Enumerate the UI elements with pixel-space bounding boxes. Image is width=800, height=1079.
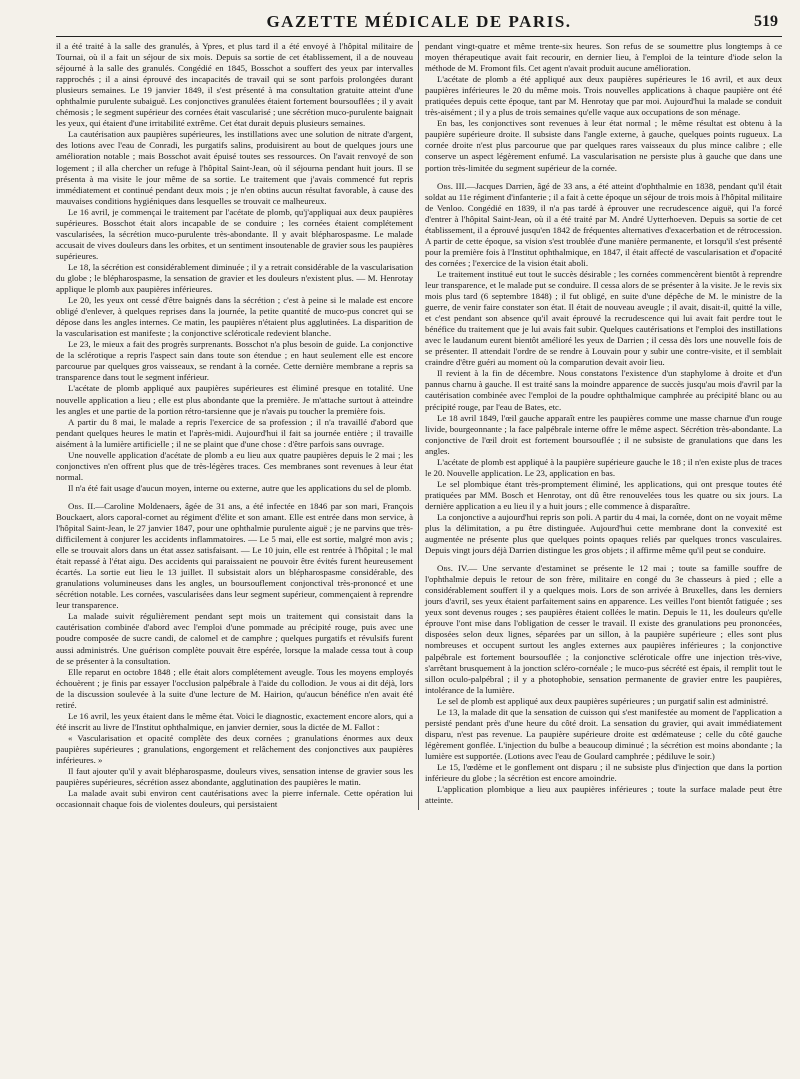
observation-label: Obs. IV. — [437, 563, 469, 574]
paragraph — [425, 707, 782, 762]
paragraph-text: Il revient à la fin de décembre. Nous constatons l'existence d'un staphylome à droite et d'un pannus charnu à gauche. Il est traité sans la moindre apparence de succès jusqu'au mois d'avril par la cautérisation combinée avec l'emploi de la poudre ophthalmique camphrée au précipité blanc ou au précipité rouge, par l'eau de Bates, etc. — [425, 368, 782, 412]
paragraph — [56, 501, 413, 611]
paragraph — [56, 339, 413, 383]
paragraph — [425, 762, 782, 784]
paragraph-text: L'acétate de plomb a été appliqué aux deux paupières supérieures le 16 avril, et aux deux paupières inférieures le 20 du même mois. Trois nouvelles applications à chaque paupière ont été pratiquées depuis cette époque, tant par M. Henrotay que par moi. Aujourd'hui la malade se conduit très-aisément ; il y a plus de trois semaines qu'elle vaque aux occupations de son ménage. — [425, 74, 782, 118]
paragraph-text: Il faut ajouter qu'il y avait blépharospasme, douleurs vives, sensation intense de gravier sous les paupières supérieures, sécrétion assez abondante, agglutination des paupières le matin. — [56, 766, 413, 788]
paragraph — [56, 129, 413, 206]
paragraph-text: Le traitement institué eut tout le succès désirable ; les cornées commencèrent bientôt à reprendre leur transparence, et le malade put se conduire. Il cessa alors de se présenter à la visite. Je le revis six mois plus tard (6 septembre 1848) ; il fut obligé, en suite d'une dépêche de M. le ministre de la guerre, de venir faire constater son état. Il était de nouveau aveugle ; il avait, disait-il, quitté la ville, et c'est pendant son absence qu'il avait éprouvé la recrudescence qui lui avait fait perdre tout le bénéfice du traitement que je lui avais fait subir. Quelques cautérisations et l'emploi des instillations avec le laudanum eurent bientôt amélioré les yeux de Darrien ; il cessa dès lors une nouvelle fois de se présenter. Il attendait l'ordre de se rendre à Louvain pour y subir une contre-visite, et il semblait craindre d'être guéri au moment où la comparution devait avoir lieu. — [425, 268, 782, 368]
paragraph-text: —Jacques Darrien, âgé de 33 ans, a été atteint d'ophthalmie en 1838, pendant qu'il était soldat au 11e régiment d'infanterie ; il a fait à cette époque un séjour de trois mois à l'hôpital militaire de Venloo. Congédié en 1839, il n'a pas tardé à éprouver une recrudescence aiguë, qui l'a forcé d'entrer à l'hôpital Saint-Jean, où il a été traité par M. André Uytterhoeven. Depuis sa sortie de cet établissement, il a éprouvé jusqu'en 1842 de fréquentes alternatives d'exacerbation et de rétrocession. A partir de cette époque, sa vision s'est troublée d'une manière permanente, et lorsqu'il s'est présenté pour la première fois à l'Institut ophthalmique, en 1847, il était affecté de vascularisation et d'opacité des cornées ; l'exercice de la vision était aboli. — [425, 180, 783, 268]
paragraph — [425, 413, 782, 457]
paragraph-text: La malade suivit régulièrement pendant sept mois un traitement qui consistait dans la cautérisation combinée d'abord avec l'emploi d'une pommade au précipité rouge, puis avec une poudre composée de sucre candi, de calomel et de camphre ; quelques purgatifs et révulsifs furent aussi administrés. Une guérison complète pouvait être espérée, lorsque la malade cessa tout à coup de se présenter à la consultation. — [56, 611, 413, 666]
paragraph — [56, 417, 413, 450]
paragraph-text: Le 23, le mieux a fait des progrès surprenants. Bosschot n'a plus besoin de guide. La conjonctive de la sclérotique a repris l'aspect sain dans toute son étendue ; en haut seulement elle est encore parcourue par quelques gros vaisseaux, se rendant à la cornée. Cette dernière membrane a repris sa transparence dans tout le segment inférieur. — [56, 339, 413, 383]
page-header — [56, 8, 782, 37]
paragraph — [56, 711, 413, 733]
paragraph — [425, 457, 782, 479]
paragraph — [425, 269, 782, 368]
paragraph — [425, 784, 782, 806]
paragraph — [56, 450, 413, 483]
paragraph-text: pendant vingt-quatre et même trente-six heures. Son refus de se soumettre plus longtemps à ce moyen thérapeutique avait fait recourir, en dernier lieu, à l'emploi de la teinture d'iode selon la méthode de M. Fromont fils. Cet agent n'avait produit aucune amélioration. — [425, 41, 782, 74]
paragraph-text: La malade avait subi environ cent cautérisations avec la pierre infernale. Cette opération lui occasionnait chaque fois de violentes douleurs, qui persistaient — [56, 788, 413, 810]
paragraph-text: Le 15, l'œdème et le gonflement ont disparu ; il ne subsiste plus d'injection que dans la portion inférieure du globe ; la sécrétion est encore amoindrie. — [425, 762, 782, 784]
paragraph — [56, 207, 413, 262]
paragraph — [425, 563, 782, 696]
paragraph-text: il a été traité à la salle des granulés, à Ypres, et plus tard il a été envoyé à l'hôpital militaire de Tournai, où il a fait un séjour de six mois. Depuis sa sortie de cet établissement, il a de nouveau séjourné à la salle des granulés. Congédié en 1845, Bosschot a souffert des yeux par intervalles rapprochés ; il a ainsi éprouvé des incapacités de travail qui se sont parfois prolongées durant plusieurs semaines. Le 19 janvier 1849, il s'est présenté à ma consultation gratuite atteint d'une ophthalmie purulente subaiguë. Les conjonctives granulées étaient fortement boursouflées ; il y avait chémosis ; le segment supérieur des cornées était vascularisé ; une sécrétion muco-purulente baignait les yeux, qui étaient d'une irritabilité extrême. Cet état durait depuis plusieurs semaines. — [56, 41, 413, 129]
paragraph — [425, 41, 782, 74]
paragraph — [56, 483, 413, 494]
paragraph — [425, 74, 782, 118]
paragraph — [56, 733, 413, 766]
right-column — [425, 41, 782, 810]
paragraph — [425, 368, 782, 412]
paragraph-text: En bas, les conjonctives sont revenues à leur état normal ; le même résultat est obtenu à la paupière supérieure droite. Il subsiste dans l'angle externe, à gauche, quelques points rugueux. La cornée droite n'est plus parcourue que par quelques rares vaisseaux du plus mince calibre ; elle conserve un aspect légèrement enfumé. La vascularisation ne persiste plus à gauche que dans une portion très-limitée du segment supérieur de la cornée. — [425, 118, 782, 173]
paragraph — [425, 696, 782, 707]
paragraph — [56, 383, 413, 416]
paragraph-text: Le sel plombique étant très-promptement éliminé, les applications, qui ont presque toutes été pratiquées par MM. Bosch et Henrotay, ont dû être renouvelées tous les quatre ou six jours. La dernière application a eu lieu il y a huit jours ; elle commence à disparaître. — [425, 478, 782, 511]
paragraph — [425, 181, 782, 269]
paragraph-text: Le 13, la malade dit que la sensation de cuisson qui s'est manifestée au moment de l'application a persisté pendant près d'une heure du côté droit. La sensation du gravier, qui avait immédiatement disparu, n'est pas revenue. La paupière supérieure droite est œdémateuse ; celle du côté gauche légèrement gonflée. L'injection du bulbe a beaucoup diminué ; la sécrétion est moins abondante ; la lumière est supportée. (Lotions avec l'eau de Goulard camphrée ; pédiluve le soir.) — [425, 706, 782, 761]
paragraph-text: Le 16 avril, les yeux étaient dans le même état. Voici le diagnostic, exactement encore alors, qui a été inscrit au livre de l'Institut ophthalmique, en janvier dernier, sous la dictée de M. Fallot : — [56, 710, 413, 732]
paragraph — [425, 512, 782, 556]
paragraph-text: L'acétate de plomb est appliqué à la paupière supérieure gauche le 18 ; il n'en existe plus de traces le 20. Nouvelle application. Le 23, application en bas. — [425, 456, 782, 478]
paragraph-text: Le sel de plomb est appliqué aux deux paupières supérieures ; un purgatif salin est administré. — [437, 695, 769, 706]
paragraph — [56, 262, 413, 295]
paragraph — [425, 118, 782, 173]
page-number: 519 — [754, 13, 778, 30]
paragraph — [56, 295, 413, 339]
paragraph-text: Une nouvelle application d'acétate de plomb a eu lieu aux quatre paupières depuis le 2 mai ; les conjonctives n'en offrent plus que de très-légères traces. Ces membranes sont revenues à leur état normal. — [56, 449, 413, 482]
paragraph-text: La cautérisation aux paupières supérieures, les instillations avec une solution de nitrate d'argent, des lotions avec l'eau de Conradi, les purgatifs salins, produisirent au bout de quelques jours une amélioration notable ; mais Bosschot avait épuisé toutes ses ressources. On l'avait renvoyé de son logement ; il alla chercher un refuge à l'hôpital Saint-Jean, où il séjourna pendant huit jours. Il se présenta à ma visite le jour même de sa sortie. Le traitement que j'avais commencé fut repris immédiatement et continué pendant deux mois ; je n'en obtins aucun résultat favorable, à cause des mauvaises conditions hygiéniques dans lesquelles se trouvait ce malheureux. — [56, 129, 413, 206]
paragraph-text: La conjonctive a aujourd'hui repris son poli. A partir du 4 mai, la cornée, dont on ne voyait même plus la délimitation, a pu être distinguée. Aujourd'hui cette membrane dont la convexité est augmentée ne présente plus que quelques points opaques reliés par quelques troncs vasculaires. Depuis vingt jours déjà Darrien distingue les gros objets ; il affirme même qu'il peut se conduire. — [425, 511, 782, 556]
paragraph — [56, 611, 413, 666]
paragraph-text: Le 18 avril 1849, l'œil gauche apparaît entre les paupières comme une masse charnue d'un rouge livide, bourgeonnante ; la face palpébrale interne offre le même aspect. Sécrétion très-abondante. La conjonctive de l'œil droit est fortement boursouflée ; il ne subsiste de granulations que dans les angles. — [425, 412, 782, 456]
paragraph-text: « Vascularisation et opacité complète des deux cornées ; granulations énormes aux deux paupières supérieures ; granulations, engorgement et relâchement des conjonctives aux paupières inférieures. » — [56, 732, 413, 765]
left-column — [56, 41, 413, 810]
paragraph-text: L'acétate de plomb appliqué aux paupières supérieures est éliminé presque en totalité. Une nouvelle application a lieu ; elle est plus abondante que la première. Je m'attache surtout à atteindre les angles et une partie de la portion rétro-tarsienne que je n'avais pu toucher la première fois. — [56, 383, 413, 416]
paragraph — [56, 766, 413, 788]
paragraph — [56, 667, 413, 711]
paragraph-text: Il n'a été fait usage d'aucun moyen, interne ou externe, autre que les applications du sel de plomb. — [68, 482, 412, 493]
observation-label: Obs. III. — [437, 180, 467, 191]
text-columns — [56, 41, 782, 810]
paragraph-text: L'application plombique a lieu aux paupières inférieures ; toute la surface malade peut être atteinte. — [425, 784, 782, 806]
paragraph — [56, 788, 413, 810]
observation-label: Obs. II. — [68, 500, 96, 511]
paragraph-text: —Caroline Moldenaers, âgée de 31 ans, a été infectée en 1846 par son mari, François Bouckaert, alors caporal-cornet au régiment d'élite et son amant. Elle est entrée dans mon service, à l'hôpital Saint-Jean, le 27 janvier 1847, pour une ophthalmie purulente aiguë ; je ne parvins que très-difficilement à conjurer les accidents inflammatoires. — Le 5 mai, elle est sortie, malgré mon avis ; elle se trouvait alors dans un état assez satisfaisant. — Le 10 juin, elle est rentrée à l'hôpital ; le mal était repassé à l'état aigu. Des accidents qui paraissaient ne pouvoir être évités furent heureusement écartés. La sortie eut lieu le 13 juillet. Il subsistait alors un blépharospasme considérable, des granulations volumineuses dans les angles, un boursouflement conjonctival très-prononcé et une sécrétion notable. Les cornées, vascularisées dans leur segment supérieur, commençaient à reprendre leur transparence. — [56, 500, 413, 611]
paragraph-text: Le 16 avril, je commençai le traitement par l'acétate de plomb, qu'j'appliquai aux deux paupières supérieures. Bosschot était alors incapable de se conduire ; les cornées étaient complétement vascularisées, la sécrétion muco-purulente très-abondante. Il y avait blépharospasme. Le malade accusait de vives douleurs dans les orbites, et un sentiment insoutenable de gravier sous les paupières supérieures. — [56, 206, 413, 261]
paragraph — [56, 41, 413, 129]
journal-title: GAZETTE MÉDICALE DE PARIS. — [266, 12, 572, 31]
paragraph-text: Elle reparut en octobre 1848 ; elle était alors complétement aveugle. Tous les moyens employés échouèrent ; je finis par essayer l'occlusion palpébrale à l'aide du collodion. Je vous ai dit déjà, lors de la discussion soulevée à la suite d'une lecture de M. Hairion, qu'aucun bénéfice n'en avait été retiré. — [56, 666, 413, 710]
paragraph-text: — Une servante d'estaminet se présente le 12 mai ; toute sa famille souffre de l'ophthalmie depuis le retour de son frère, militaire en congé du 3e chasseurs à pied ; elle a considérablement souffert il y a quelques mois. Lors de son arrivée à Bruxelles, dans les derniers jours d'avril, ses yeux étaient parfaitement sains en apparence. Les veilles l'ont bientôt fatiguée ; ses yeux sont devenus rouges ; ses paupières étaient collées le matin. Depuis le 11, les douleurs qu'elle éprouve l'ont mise dans l'obligation de cesser le travail. Il existe des granulations peu prononcées, disposées selon deux lignes, séparées par un sillon, à la paupière supérieure ; elles sont plus nombreuses et occupent surtout les angles externes aux paupières inférieures ; la conjonctive palpébrale est fortement boursouflée ; la conjonctive scléroticale offre une injection très-vive, s'arrêtant brusquement à la jonction scléro-cornéale ; le muco-pus sécrété est épais, il remplit tout le sillon oculo-palpébral ; il y a photophobie, sensation permanente de gravier entre les paupières, intolérance de la lumière. — [425, 563, 783, 695]
paragraph-text: Le 18, la sécrétion est considérablement diminuée ; il y a retrait considérable de la vascularisation du globe ; le blépharospasme, la sensation de gravier et les douleurs n'existent plus. — M. Henrotay applique le plomb aux paupières inférieures. — [56, 261, 413, 295]
paragraph — [425, 479, 782, 512]
paragraph-text: Le 20, les yeux ont cessé d'être baignés dans la sécrétion ; c'est à peine si le malade est encore obligé d'enlever, à quelques reprises dans la journée, la petite quantité de muco-pus concret qui se dépose dans les angles internes. Ce matin, les paupières n'étaient plus agglutinées. La disparition de la vascularisation est manifeste ; la conjonctive scléroticale redevient blanche. — [56, 295, 413, 339]
paragraph-text: A partir du 8 mai, le malade a repris l'exercice de sa profession ; il n'a travaillé d'abord que pendant quelques heures le matin et l'après-midi. Aujourd'hui il fait sa journée entière ; il travaille aisément à la lumière artificielle ; il ne se plaint que d'une chose : d'être parfois sans ouvrage. — [56, 416, 413, 449]
